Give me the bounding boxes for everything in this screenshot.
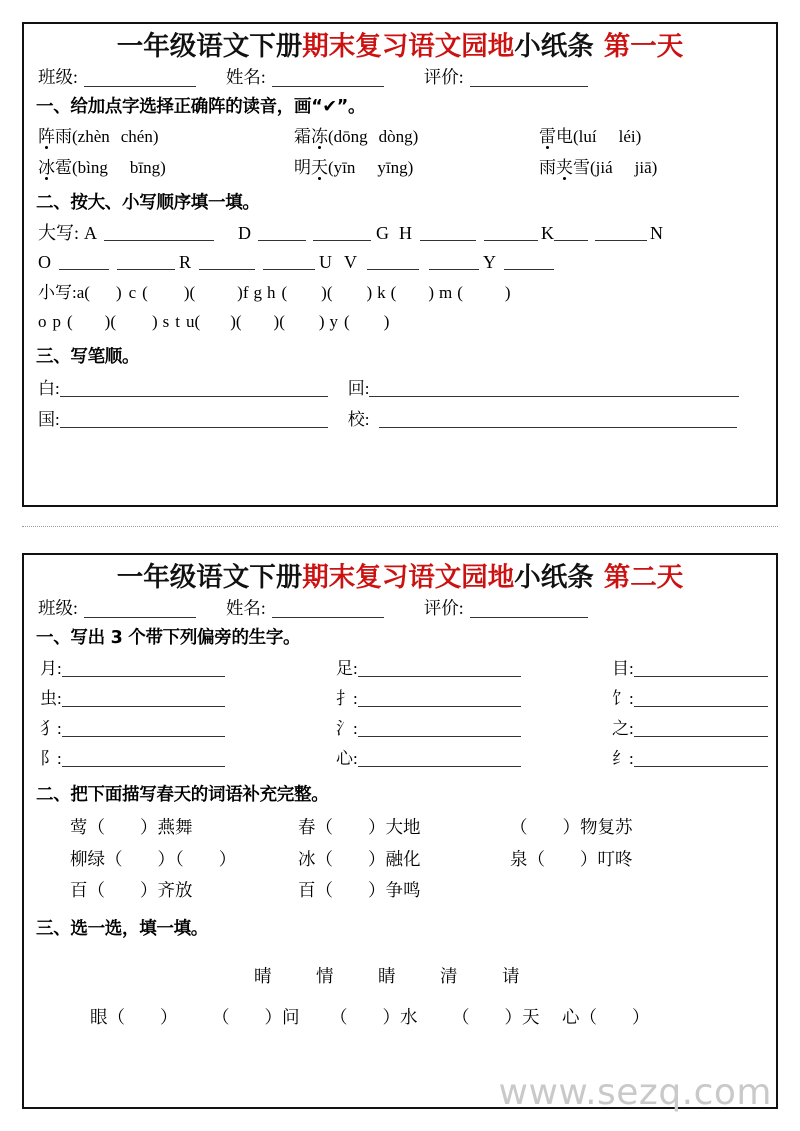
radical-label: 足: (336, 659, 358, 679)
title-part-note: 小纸条 (514, 562, 594, 592)
eval-input-blank[interactable] (470, 602, 588, 618)
radical-label: 目: (612, 659, 634, 679)
radical-item-shou[interactable] (316, 690, 592, 707)
uppercase-line-1: 大写: A D G H K N (38, 223, 664, 244)
fill-in-row (24, 1009, 776, 1027)
stroke-order-char: 白: (38, 379, 60, 399)
fill-item-yan[interactable]: 眼（ ） (90, 1007, 178, 1028)
spring-word-baihuaqifang[interactable]: 百（ ）齐放 (70, 880, 193, 901)
radical-label: 之: (612, 719, 634, 739)
spring-words-row-1 (24, 819, 776, 837)
radical-label: 心: (336, 749, 358, 769)
radical-label: 扌: (336, 689, 358, 709)
stroke-order-char: 回: (347, 379, 370, 399)
stroke-order-blank[interactable] (60, 380, 328, 397)
sheet-divider (22, 526, 778, 527)
radical-item-xin[interactable] (316, 750, 592, 767)
radical-blank[interactable] (358, 750, 521, 767)
title-part-grade: 一年级语文下册 (116, 31, 303, 61)
radical-blank[interactable] (62, 690, 225, 707)
alpha-blank[interactable] (484, 226, 538, 241)
spring-word-quanshuidingdong[interactable]: 泉（ ）叮咚 (510, 848, 633, 869)
radical-item-si[interactable] (592, 750, 768, 767)
section-heading-1-1: 一、给加点字选择正确阵的读音，画“✔”。 (36, 97, 366, 118)
stroke-order-char: 国: (38, 410, 60, 430)
worksheet-day-1 (22, 22, 778, 507)
radical-item-zu[interactable] (316, 660, 592, 677)
lowercase-line-2: o p ( )( ) s t u( )( )( ) y ( ) (38, 312, 390, 332)
radical-item-fu[interactable] (40, 750, 316, 767)
character-bank (24, 965, 776, 986)
class-label: 班级: (38, 66, 78, 87)
radical-label: 虫: (40, 689, 62, 709)
eval-label: 评价: (423, 66, 464, 87)
fill-item-xin[interactable]: 心（ ） (562, 1007, 650, 1028)
alpha-blank[interactable] (104, 226, 214, 241)
radical-label: 氵: (336, 719, 358, 739)
bank-char-qing-please[interactable]: 请 (502, 965, 520, 986)
pinyin-item-zhenyu[interactable]: 阵雨(zhèn chén) (38, 127, 159, 147)
title-part-review: 期末复习语文园地 (302, 562, 515, 592)
radical-blank[interactable] (62, 750, 225, 767)
radical-item-yue[interactable] (40, 660, 316, 677)
radical-blank[interactable] (634, 660, 768, 677)
section-heading-1-3: 三、写笔顺。 (36, 347, 140, 368)
fill-item-shui[interactable]: （ ）水 (330, 1007, 418, 1028)
radical-blank[interactable] (634, 690, 768, 707)
eval-input-blank[interactable] (470, 71, 588, 87)
eval-label: 评价: (423, 597, 464, 618)
alpha-blank[interactable] (367, 255, 419, 270)
radical-blank[interactable] (62, 660, 225, 677)
pinyin-item-leidian[interactable]: 雷电(luí léi) (539, 127, 642, 147)
radical-blank[interactable] (358, 660, 521, 677)
stroke-order-item-xiao[interactable] (348, 411, 738, 428)
lowercase-label: 小写: (38, 283, 77, 303)
spring-words-row-3 (24, 882, 776, 900)
radical-item-shi[interactable] (592, 690, 768, 707)
pinyin-item-shuangdong[interactable]: 霜冻(dōng dòng) (294, 127, 419, 147)
stroke-order-blank[interactable] (379, 411, 737, 428)
radical-blank[interactable] (634, 750, 768, 767)
spring-word-bingxuerunghua[interactable]: 冰（ ）融化 (298, 848, 421, 869)
student-info-row-2 (24, 595, 776, 618)
radical-blank[interactable] (358, 690, 521, 707)
name-label: 姓名: (225, 66, 266, 87)
section-heading-1-2: 二、按大、小写顺序填一填。 (36, 193, 260, 214)
section-heading-2-3: 三、选一选，填一填。 (36, 918, 208, 939)
alpha-blank[interactable] (59, 255, 109, 270)
stroke-order-item-hui[interactable] (348, 380, 740, 397)
radical-blank[interactable] (634, 720, 768, 737)
radical-grid (24, 660, 776, 767)
name-input-blank[interactable] (272, 71, 384, 87)
lowercase-line-1: 小写:a( ) c ( )( )f g h ( )( ) k ( ) m ( ) (38, 283, 511, 303)
bank-char-qing-feeling[interactable]: 情 (316, 965, 334, 986)
fill-item-wen[interactable]: （ ）问 (212, 1007, 300, 1028)
bank-char-qing-clear[interactable]: 清 (440, 965, 458, 986)
pinyin-item-yujiaxue[interactable]: 雨夹雪(jiá jiā) (539, 158, 658, 178)
spring-word-wanwufusu[interactable]: （ ）物复苏 (510, 817, 633, 838)
radical-label: 月: (40, 659, 62, 679)
alpha-blank[interactable] (313, 226, 371, 241)
pinyin-item-mingtian[interactable]: 明天(yīn yīng) (294, 158, 414, 178)
title-part-review: 期末复习语文园地 (302, 31, 515, 61)
class-input-blank[interactable] (84, 602, 196, 618)
radical-label: 纟: (612, 749, 634, 769)
section-heading-2-2: 二、把下面描写春天的词语补充完整。 (36, 785, 329, 806)
bank-char-qing-sunny[interactable]: 晴 (254, 965, 272, 986)
bank-char-jing-eye[interactable]: 睛 (378, 965, 396, 986)
radical-item-mu[interactable] (592, 660, 768, 677)
radical-blank[interactable] (358, 720, 521, 737)
stroke-order-blank[interactable] (369, 380, 739, 397)
class-input-blank[interactable] (84, 71, 196, 87)
stroke-order-row-2 (24, 411, 776, 428)
stroke-order-blank[interactable] (60, 411, 328, 428)
spring-words-row-2 (24, 848, 776, 869)
radical-label: 饣: (612, 689, 634, 709)
radical-blank[interactable] (62, 720, 225, 737)
section-heading-2-1: 一、写出 3 个带下列偏旁的生字。 (36, 628, 301, 649)
pinyin-row-1 (24, 128, 776, 145)
spring-word-chunmandadi[interactable]: 春（ ）大地 (298, 817, 421, 838)
pinyin-row-2 (24, 159, 776, 176)
title-day-label: 第二天 (603, 562, 684, 592)
stroke-order-item-guo[interactable] (38, 411, 328, 428)
stroke-order-item-bai[interactable] (38, 380, 328, 397)
stroke-order-row-1 (24, 380, 776, 397)
radical-label: 阝: (40, 749, 62, 769)
alpha-blank[interactable] (258, 226, 306, 241)
stroke-order-char: 校: (347, 410, 370, 430)
spring-word-yingyanwu[interactable]: 莺（ ）燕舞 (70, 817, 193, 838)
alpha-blank[interactable] (199, 255, 255, 270)
radical-label: 犭: (40, 719, 62, 739)
radical-item-quan[interactable] (40, 720, 316, 737)
radical-item-shui[interactable] (316, 720, 592, 737)
alpha-blank[interactable] (117, 255, 175, 270)
name-label: 姓名: (225, 597, 266, 618)
pinyin-item-bingbao[interactable]: 冰雹(bìng bīng) (38, 158, 166, 178)
title-part-grade: 一年级语文下册 (116, 562, 303, 592)
worksheet-title-2 (24, 555, 776, 595)
class-label: 班级: (38, 597, 78, 618)
title-part-note: 小纸条 (514, 31, 594, 61)
fill-item-tian[interactable]: （ ）天 (452, 1007, 540, 1028)
student-info-row-1 (24, 64, 776, 87)
uppercase-label: 大写: (38, 223, 80, 244)
worksheet-title-1 (24, 24, 776, 64)
worksheet-day-2 (22, 553, 778, 1109)
spring-word-liulvhuahong[interactable]: 柳绿（ ）（ ） (70, 848, 237, 869)
alpha-blank[interactable] (595, 226, 647, 241)
radical-item-zhi[interactable] (592, 720, 768, 737)
title-day-label: 第一天 (603, 31, 684, 61)
alpha-blank[interactable] (420, 226, 476, 241)
uppercase-line-2: O R U V Y (24, 253, 776, 271)
name-input-blank[interactable] (272, 602, 384, 618)
alpha-blank[interactable] (263, 255, 315, 270)
spring-word-bainiaozhengming[interactable]: 百（ ）争鸣 (298, 880, 421, 901)
alpha-blank[interactable] (504, 255, 554, 270)
alpha-blank[interactable] (554, 226, 588, 241)
alpha-blank[interactable] (429, 255, 479, 270)
radical-item-chong[interactable] (40, 690, 316, 707)
site-watermark: www.sezq.com (498, 1072, 772, 1113)
